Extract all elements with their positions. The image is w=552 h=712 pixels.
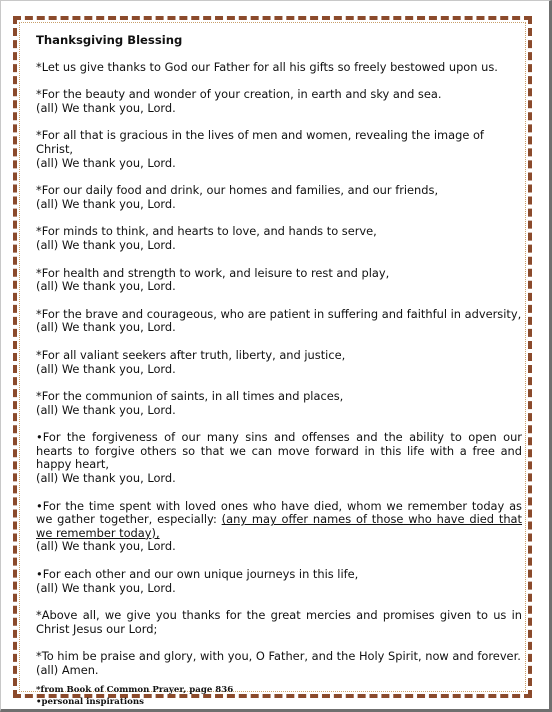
congregation-response: (all) We thank you, Lord.	[36, 237, 176, 252]
congregation-response: (all) We thank you, Lord.	[36, 580, 176, 595]
names-instruction: (any may offer names of those who have died that we remember today),	[36, 512, 523, 540]
prayer-line-doxology	[36, 650, 522, 677]
prayer-text: *For the communion of saints, in all times and places,	[36, 389, 344, 404]
congregation-response: (all) We thank you, Lord.	[36, 471, 176, 486]
congregation-response: (all) We thank you, Lord.	[36, 155, 176, 170]
prayer-line-seekers	[36, 349, 522, 376]
prayer-line-gracious	[36, 129, 522, 170]
prayer-text: *For minds to think, and hearts to love, and hands to serve,	[36, 224, 377, 239]
prayer-text-remembrance	[36, 500, 522, 541]
prayer-text: *For the beauty and wonder of your creation, in earth and sky and sea.	[36, 87, 442, 102]
footnotes	[36, 684, 522, 708]
congregation-response: (all) We thank you, Lord.	[36, 402, 176, 417]
congregation-response: (all) We thank you, Lord.	[36, 279, 176, 294]
congregation-response: (all) We thank you, Lord.	[36, 320, 176, 335]
prayer-line-health	[36, 267, 522, 294]
prayer-text: *For all valiant seekers after truth, liberty, and justice,	[36, 347, 346, 362]
prayer-text: *For our daily food and drink, our homes and families, and our friends,	[36, 183, 439, 198]
document-title: Thanksgiving Blessing	[36, 33, 183, 47]
document-body	[36, 34, 522, 708]
congregation-amen: (all) Amen.	[36, 663, 99, 677]
prayer-text: •For the forgiveness of our many sins and offenses and the ability to open our hearts to forgive others so that we can move forward in this life with a free and happy heart,	[36, 430, 522, 472]
congregation-response: (all) We thank you, Lord.	[36, 196, 176, 211]
prayer-line-brave	[36, 308, 522, 335]
prayer-line-creation	[36, 88, 522, 115]
prayer-text: *Above all, we give you thanks for the great mercies and promises given to us in Christ Jesus our Lord;	[36, 608, 522, 636]
footnote-source: *from Book of Common Prayer, page 836	[36, 684, 234, 695]
prayer-line-saints	[36, 390, 522, 417]
prayer-text: *Let us give thanks to God our Father for all his gifts so freely bestowed upon us.	[36, 59, 498, 74]
prayer-line-food	[36, 184, 522, 211]
congregation-response: (all) We thank you, Lord.	[36, 539, 176, 554]
congregation-response: (all) We thank you, Lord.	[36, 361, 176, 376]
prayer-line-minds	[36, 225, 522, 252]
prayer-text: *For the brave and courageous, who are patient in suffering and faithful in adversity,	[36, 306, 522, 321]
prayer-line-remembrance	[36, 500, 522, 554]
prayer-text: *To him be praise and glory, with you, O Father, and the Holy Spirit, now and forever.	[36, 649, 521, 664]
congregation-response: (all) We thank you, Lord.	[36, 100, 176, 115]
prayer-line-opening	[36, 61, 522, 75]
prayer-text: *For health and strength to work, and leisure to rest and play,	[36, 265, 390, 280]
prayer-line-forgiveness	[36, 431, 522, 485]
prayer-text: *For all that is gracious in the lives of men and women, revealing the image of Christ,	[36, 128, 484, 156]
prayer-line-journeys	[36, 568, 522, 595]
prayer-text: •For each other and our own unique journeys in this life,	[36, 567, 359, 582]
prayer-text: •For the time spent with loved ones who have died, whom we remember today as we gather together, especially:	[36, 498, 522, 527]
footnote-personal: •personal inspirations	[36, 696, 144, 707]
prayer-line-above-all	[36, 609, 522, 636]
